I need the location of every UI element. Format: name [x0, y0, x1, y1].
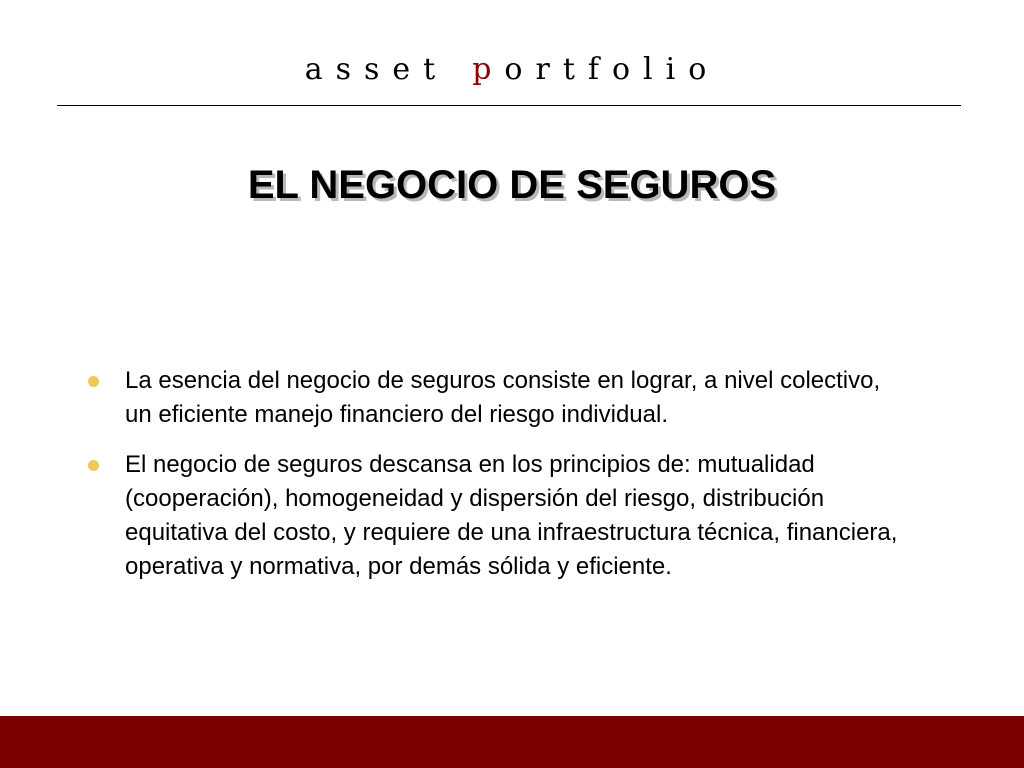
brand-word-portfolio-rest: ortfolio: [504, 52, 720, 87]
brand-word-asset: asset: [304, 52, 449, 87]
brand-accent-letter: p: [472, 52, 505, 87]
bullet-text: El negocio de seguros descansa en los principios de: mutualidad (cooperación), homogeneidad y dispersión del riesgo, distribución equitativa del costo, y requiere de una infraestructura técnica, financiera, operativa y normativa, por demás sólida y eficiente.: [125, 451, 898, 580]
bullet-list: [86, 364, 906, 600]
header-divider: [57, 105, 961, 106]
bullet-text: La esencia del negocio de seguros consiste en lograr, a nivel colectivo, un eficiente manejo financiero del riesgo individual.: [125, 367, 881, 428]
footer-bar: [0, 716, 1024, 768]
bullet-item: [86, 364, 906, 432]
bullet-item: [86, 448, 906, 584]
bullet-dot-icon: [88, 460, 99, 471]
bullet-dot-icon: [88, 376, 99, 387]
slide-title: EL NEGOCIO DE SEGUROS: [247, 163, 777, 207]
brand-header: [0, 50, 1024, 90]
